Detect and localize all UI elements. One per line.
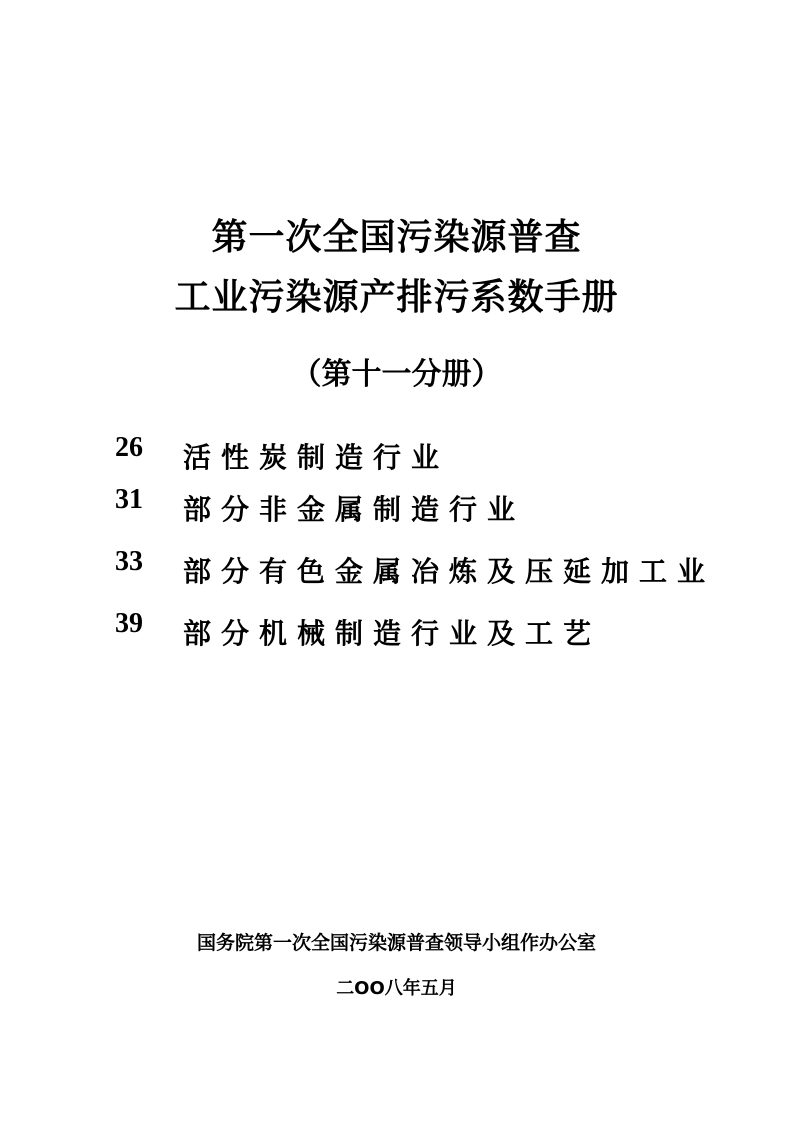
title-line-1: 第一次全国污染源普查 bbox=[211, 217, 582, 258]
publication-date: 二OO八年五月 bbox=[336, 978, 457, 999]
section-code: 26 bbox=[115, 432, 143, 463]
section-code: 31 bbox=[115, 484, 143, 515]
section-name: 部分有色金属冶炼及压延加工业 bbox=[183, 555, 716, 588]
section-name: 部分非金属制造行业 bbox=[183, 493, 526, 526]
issuing-office: 国务院第一次全国污染源普查领导小组作办公室 bbox=[196, 932, 596, 954]
section-code: 39 bbox=[115, 608, 143, 639]
volume-subtitle: （第十一分册） bbox=[291, 357, 502, 392]
title-line-2: 工业污染源产排污系数手册 bbox=[174, 277, 619, 318]
section-name: 活性炭制造行业 bbox=[183, 441, 450, 474]
section-code: 33 bbox=[115, 546, 143, 577]
section-name: 部分机械制造行业及工艺 bbox=[183, 617, 602, 650]
